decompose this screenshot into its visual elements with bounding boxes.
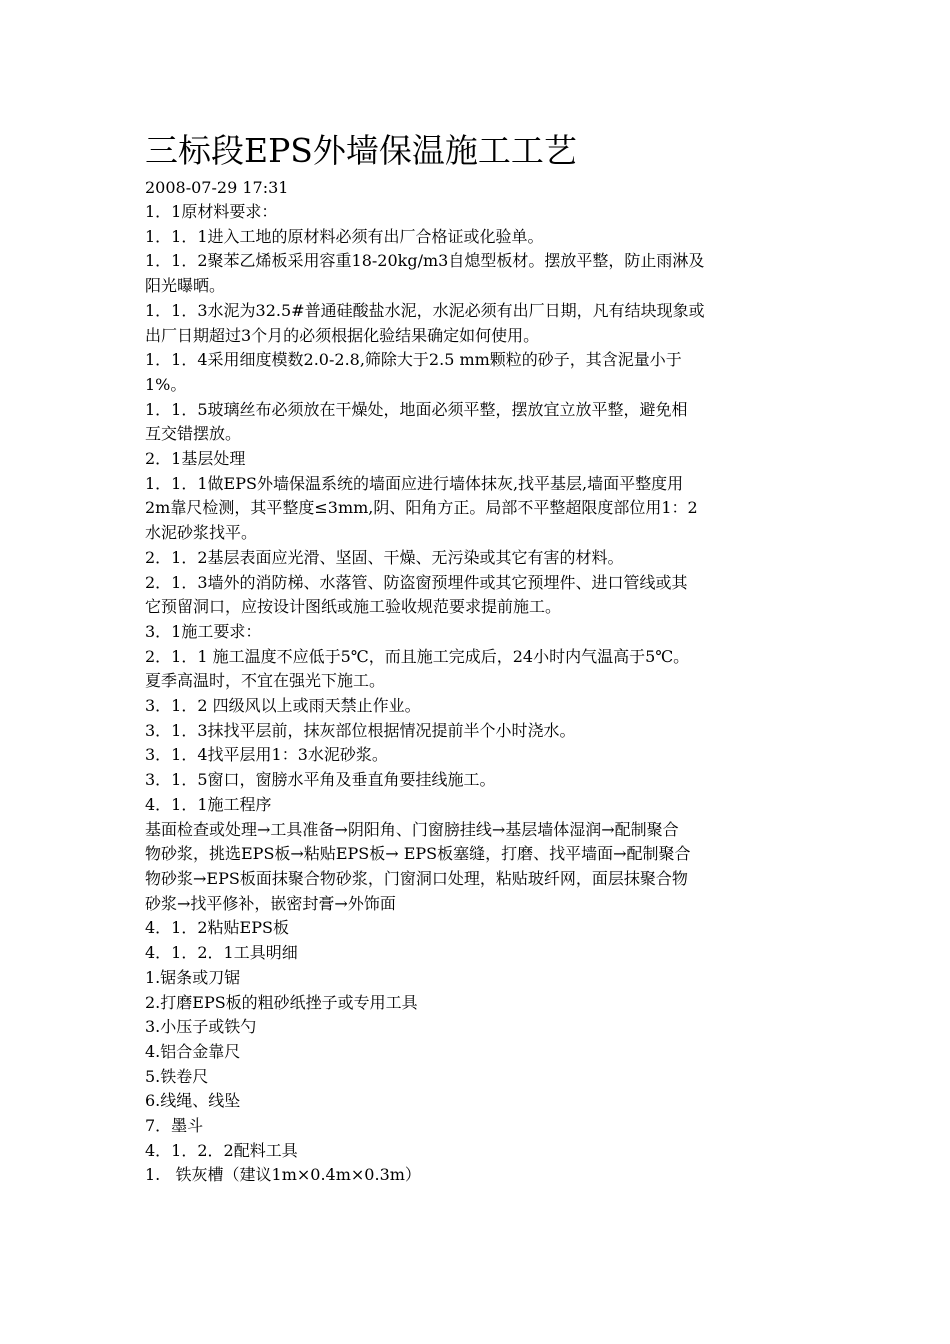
document-line: 2．1．1 施工温度不应低于5℃，而且施工完成后，24小时内气温高于5℃。	[145, 646, 690, 666]
document-line: 4．1．2．2配料工具	[145, 1140, 298, 1160]
document-line: 1%。	[145, 374, 187, 394]
document-line: 2.打磨EPS板的粗砂纸挫子或专用工具	[145, 992, 418, 1012]
document-line: 2m靠尺检测，其平整度≤3mm,阴、阳角方正。局部不平整超限度部位用1：2	[145, 498, 698, 518]
document-date: 2008-07-29 17:31	[145, 178, 289, 197]
document-line: 夏季高温时，不宜在强光下施工。	[145, 671, 386, 691]
document-line: 3．1施工要求：	[145, 621, 262, 641]
document-body	[145, 200, 815, 1188]
document-line: 1. 铁灰槽（建议1m×0.4m×0.3m）	[145, 1165, 421, 1185]
document-line: 3．1．5窗口，窗膀水平角及垂直角要挂线施工。	[145, 770, 496, 790]
document-line: 1．1．5玻璃丝布必须放在干燥处，地面必须平整，摆放宜立放平整，避免相	[145, 399, 688, 419]
document-line: 4.铝合金靠尺	[145, 1041, 241, 1061]
document-line: 2．1基层处理	[145, 449, 246, 469]
document-line: 物砂浆，挑选EPS板→粘贴EPS板→ EPS板塞缝，打磨、找平墙面→配制聚合	[145, 844, 691, 864]
document-line: 互交错摆放。	[145, 424, 242, 444]
document-line: 砂浆→找平修补，嵌密封膏→外饰面	[145, 893, 396, 913]
document-line: 2．1．3墙外的消防梯、水落管、防盗窗预埋件或其它预埋件、进口管线或其	[145, 572, 688, 592]
document-line: 3.小压子或铁勺	[145, 1017, 257, 1037]
document-line: 3．1．3抹找平层前，抹灰部位根据情况提前半个小时浇水。	[145, 720, 576, 740]
document-line: 6.线绳、线坠	[145, 1091, 241, 1111]
document-line: 基面检查或处理→工具准备→阴阳角、门窗膀挂线→基层墙体湿润→配制聚合	[145, 819, 679, 839]
document-line: 1．1．1做EPS外墙保温系统的墙面应进行墙体抹灰,找平基层,墙面平整度用	[145, 473, 684, 493]
document-page	[145, 128, 815, 1188]
document-line: 1．1．4采用细度模数2.0-2.8,筛除大于2.5 mm颗粒的砂子，其含泥量小于	[145, 350, 682, 370]
document-title: 三标段EPS外墙保温施工工艺	[145, 131, 577, 170]
document-line: 4．1．2粘贴EPS板	[145, 918, 289, 938]
document-line: 1.锯条或刀锯	[145, 967, 241, 987]
document-line: 1．1．2聚苯乙烯板采用容重18-20kg/m3自熄型板材。摆放平整，防止雨淋及	[145, 251, 705, 271]
document-line: 出厂日期超过3个月的必须根据化验结果确定如何使用。	[145, 325, 540, 345]
document-line: 水泥砂浆找平。	[145, 523, 258, 543]
document-line: 4．1．2．1工具明细	[145, 943, 298, 963]
document-line: 2．1．2基层表面应光滑、坚固、干燥、无污染或其它有害的材料。	[145, 547, 624, 567]
document-line: 1．1．3水泥为32.5#普通硅酸盐水泥，水泥必须有出厂日期，凡有结块现象或	[145, 300, 705, 320]
document-line: 1．1．1进入工地的原材料必须有出厂合格证或化验单。	[145, 226, 544, 246]
document-line: 3．1．4找平层用1：3水泥砂浆。	[145, 745, 388, 765]
document-line: 1．1原材料要求：	[145, 202, 278, 221]
document-line: 阳光曝晒。	[145, 276, 226, 296]
document-line: 7．墨斗	[145, 1116, 204, 1136]
document-line: 4．1．1施工程序	[145, 794, 272, 814]
document-line: 3．1．2 四级风以上或雨天禁止作业。	[145, 696, 421, 716]
document-line: 它预留洞口，应按设计图纸或施工验收规范要求提前施工。	[145, 597, 562, 617]
document-line: 5.铁卷尺	[145, 1066, 209, 1086]
document-line: 物砂浆→EPS板面抹聚合物砂浆，门窗洞口处理，粘贴玻纤网，面层抹聚合物	[145, 868, 688, 888]
